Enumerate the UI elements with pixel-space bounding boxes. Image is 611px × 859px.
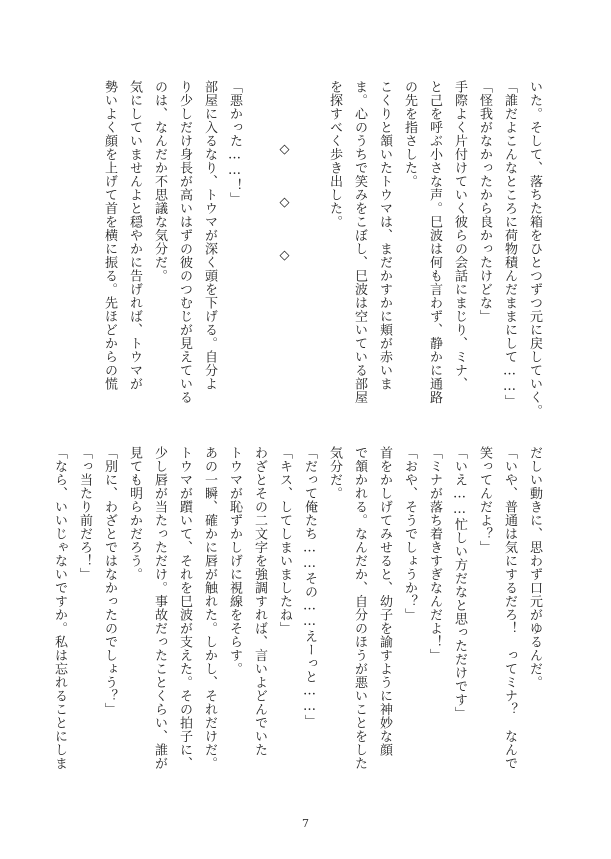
- text-line: だしい動きに、思わず口元がゆるんだ。: [527, 446, 542, 689]
- lower-text-block: [47, 446, 547, 784]
- text-line: 少し唇が当たっただけ。事故だったことくらい、誰が: [152, 446, 167, 770]
- text-line: トウマが躓いて、それを巳波が支えた。その拍子に、: [177, 446, 192, 770]
- blank-line: [247, 80, 272, 410]
- text-line: 見ても明らかだろう。: [127, 446, 142, 581]
- text-line: わざとその二文字を強調すれば、言いよどんでいた: [252, 446, 267, 757]
- text-line: 「だって俺たち……その……えーっと……」: [302, 446, 317, 728]
- text-line: 「誰だよこんなところに荷物積んだままにして……」: [502, 80, 517, 408]
- text-line: トウマが恥ずかしげに視線をそらす。: [227, 446, 242, 676]
- text-line: 「いや、普通は気にするだろ！ ってミナ？ なんで: [502, 446, 517, 770]
- text-line: 「いえ……忙しい方だなと思っただけです」: [452, 446, 467, 720]
- text-line: 「なら、いいじゃないですか。私は忘れることにしま: [52, 446, 67, 770]
- text-line: の先を指さした。: [402, 80, 417, 188]
- text-line: 勢いよく顔を上げて首を横に振る。先ほどからの慌: [102, 80, 117, 391]
- text-line: 「おや、そうでしょうか？」: [402, 446, 417, 622]
- text-line: で頷かれる。なんだか、自分のほうが悪いことをした: [352, 446, 367, 770]
- text-line: 手際よく片付けていく彼らの会話にまじり、ミナ、: [452, 80, 467, 391]
- text-line: 「っ当たり前だろ！」: [77, 446, 92, 581]
- text-line: 「別に、わざとではなかったのでしょう？」: [102, 446, 117, 716]
- text-line: 首をかしげてみせると、幼子を諭すように神妙な顔: [377, 446, 392, 757]
- blank-line: [297, 80, 322, 410]
- text-line: 気分だ。: [327, 446, 342, 500]
- text-line: あの一瞬、確かに唇が触れた。しかし、それだけだ。: [202, 446, 217, 770]
- text-line: り少しだけ身長が高いはずの彼のつむじが見えている: [177, 80, 192, 404]
- text-line: を探すべく歩き出した。: [327, 80, 342, 229]
- text-line: ま。心のうちで笑みをこぼし、巳波は空いている部屋: [352, 80, 367, 404]
- upper-text-block: [97, 80, 547, 418]
- text-line: 気にしていませんよと穏やかに告げれば、トウマが: [127, 80, 142, 391]
- page-number: 7: [302, 817, 309, 830]
- text-line: こくりと頷いたトウマは、まだかすかに頬が赤いま: [377, 80, 392, 391]
- text-line: 「悪かった……！」: [227, 80, 242, 206]
- text-line: 「怪我がなかったから良かったけどな」: [477, 80, 492, 323]
- text-line: いた。そして、落ちた箱をひとつずつ元に戻していく。: [527, 80, 542, 418]
- text-line: と己を呼ぶ小さな声。巳波は何も言わず、静かに通路: [427, 80, 442, 404]
- text-line: 部屋に入るなり、トウマが深く頭を下げる。自分よ: [202, 80, 217, 391]
- text-line: 「ミナが落ち着きすぎなんだよ！」: [427, 446, 442, 662]
- text-line: のは、なんだか不思議な気分だ。: [152, 80, 167, 283]
- scene-break: ◇◇◇: [277, 142, 292, 301]
- text-line: 「キス、してしまいましたね」: [277, 446, 292, 635]
- text-line: 笑ってんだよ？」: [477, 446, 492, 554]
